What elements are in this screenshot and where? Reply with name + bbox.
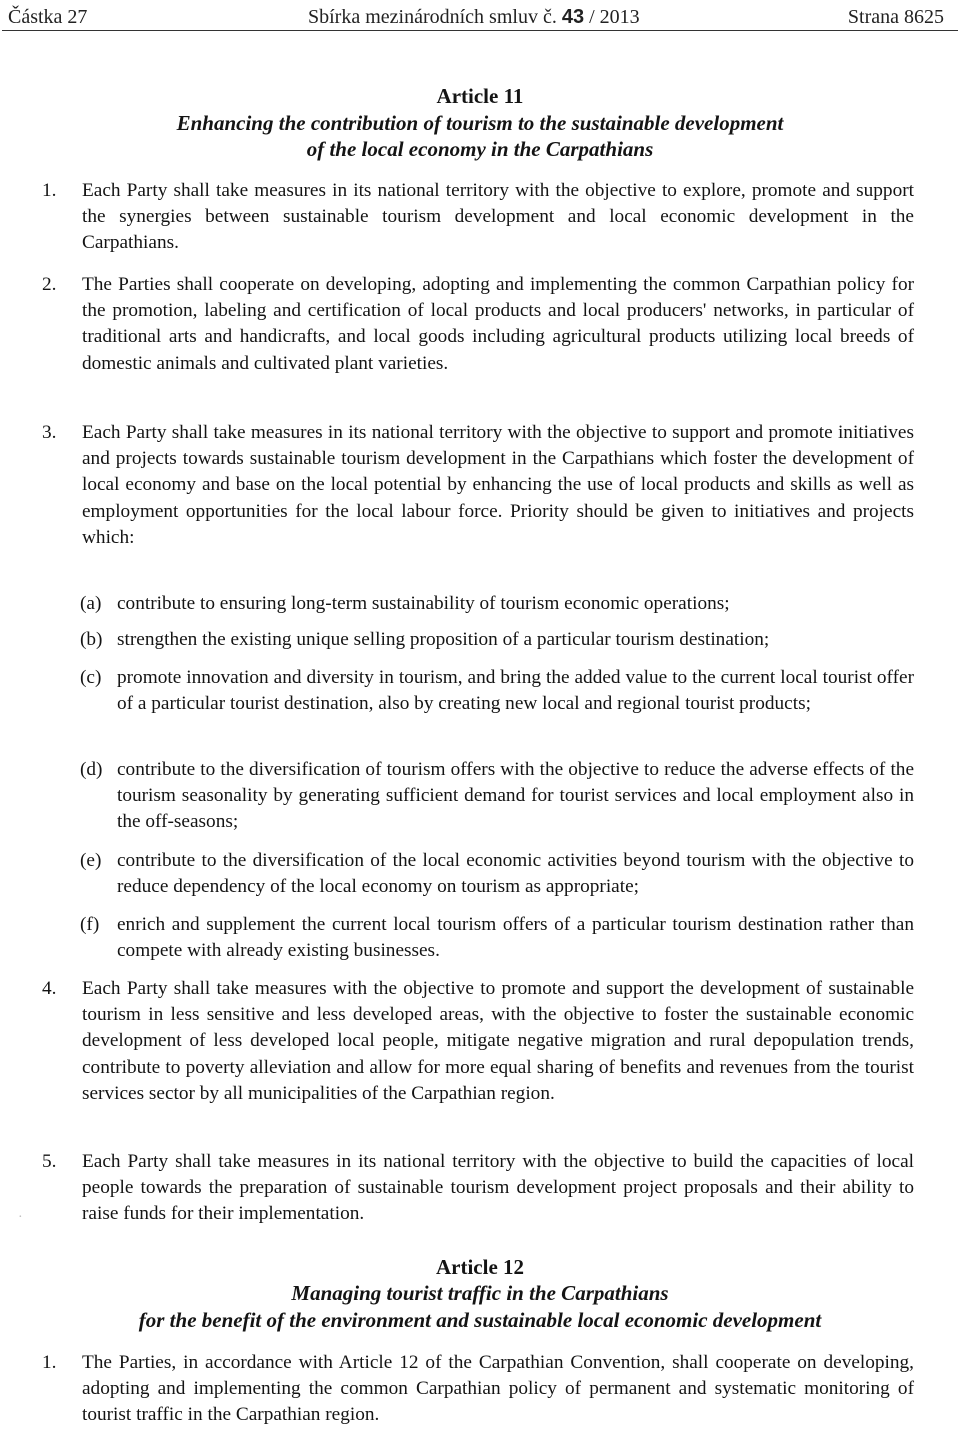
item-text: enrich and supplement the current local tourism offers of a particular tourism destination rather than compete with already existing businesses.: [117, 914, 914, 962]
item-label: (c): [80, 667, 102, 688]
paragraph-number: 5.: [42, 1151, 57, 1172]
paragraph-text: Each Party shall take measures in its national territory with the objective to explore, promote and support the synergies between sustainable tourism development and local economic development in the Carpathians.: [82, 180, 914, 254]
paragraph-number: 3.: [42, 422, 57, 443]
article-11-item-f: [80, 912, 914, 964]
article-11-item-c: [80, 665, 914, 717]
header-part: Částka 27: [8, 6, 88, 28]
item-label: (a): [80, 593, 102, 614]
article-11-paragraph-2: [42, 272, 914, 377]
paragraph-text: Each Party shall take measures in its national territory with the objective to support and promote initiatives and projects towards sustainable tourism development in the Carpathians which foster the development of local economy and base on the local potential by enhancing the use of local products and skills as well as employment opportunities for the local labour force. Priority should be given to initiatives and projects which:: [82, 422, 914, 548]
paragraph-text: The Parties, in accordance with Article 12 of the Carpathian Convention, shall cooperate on developing, adopting and implementing the common Carpathian policy of permanent and systematic monitoring of tourist traffic in the Carpathian region.: [82, 1352, 914, 1426]
article-11-paragraph-4: [42, 976, 914, 1107]
header-collection: [308, 6, 640, 29]
paragraph-number: 4.: [42, 978, 57, 999]
item-text: contribute to ensuring long-term sustainability of tourism economic operations;: [117, 593, 730, 614]
header-collection-prefix: Sbírka mezinárodních smluv č.: [308, 6, 557, 28]
paragraph-text: Each Party shall take measures in its national territory with the objective to build the capacities of local people towards the preparation of sustainable tourism development project proposals and their ability to raise funds for their implementation.: [82, 1151, 914, 1225]
article-11-item-e: [80, 848, 914, 900]
article-11-item-a: [80, 591, 914, 617]
article-12-number: Article 12: [435, 1255, 525, 1279]
article-11-paragraph-1: [42, 178, 914, 257]
article-11-item-b: [80, 627, 914, 653]
page-header: [8, 6, 956, 28]
item-label: (e): [80, 850, 102, 871]
paragraph-number: 2.: [42, 274, 57, 295]
paragraph-text: The Parties shall cooperate on developing, adopting and implementing the common Carpathian policy for the promotion, labeling and certification of local products and local producers' networks, in particular of traditional arts and handicrafts, and local goods including agricultural products utilizing local breeds of domestic animals and cultivated plant varieties.: [82, 274, 914, 374]
article-11-number: Article 11: [436, 84, 524, 108]
article-11-item-d: [80, 757, 914, 836]
article-11-title-line1: Enhancing the contribution of tourism to the sustainable development: [176, 111, 784, 135]
item-text: promote innovation and diversity in tourism, and bring the added value to the current local tourist offer of a particular tourist destination, also by creating new local and regional tourist products;: [117, 667, 914, 715]
paragraph-text: Each Party shall take measures with the objective to promote and support the development of sustainable tourism in less sensitive and less developed areas, with the objective to foster the sustainable economic development of less developed local people, mitigate negative migration and rural depopulation trends, contribute to poverty alleviation and allow for more equal sharing of benefits and revenues from the tourist services sector by all municipalities of the Carpathian region.: [82, 978, 914, 1104]
paragraph-number: 1.: [42, 180, 57, 201]
article-12-title-line1: Managing tourist traffic in the Carpathians: [291, 1281, 669, 1305]
item-text: contribute to the diversification of tourism offers with the objective to reduce the adverse effects of the tourism seasonality by generating sufficient demand for tourist services and local employment also in the off-seasons;: [117, 759, 914, 833]
item-label: (f): [80, 914, 100, 935]
header-collection-number: 43: [561, 6, 585, 28]
header-collection-year: / 2013: [589, 6, 640, 28]
article-11-paragraph-3: [42, 420, 914, 551]
article-12-title-line2: for the benefit of the environment and sustainable local economic development: [138, 1308, 822, 1332]
item-label: (d): [80, 759, 103, 780]
item-text: strengthen the existing unique selling proposition of a particular tourism destination;: [117, 629, 770, 650]
paragraph-number: 1.: [42, 1352, 57, 1373]
scan-artifact: ·: [18, 1210, 23, 1225]
header-rule: [2, 30, 958, 31]
item-label: (b): [80, 629, 103, 650]
header-page-number: Strana 8625: [847, 6, 944, 28]
item-text: contribute to the diversification of the local economic activities beyond tourism with the objective to reduce dependency of the local economy on tourism as appropriate;: [117, 850, 914, 898]
article-11-paragraph-5: [42, 1149, 914, 1228]
article-11-title-line2: of the local economy in the Carpathians: [306, 137, 654, 161]
article-12-paragraph-1: [42, 1350, 914, 1429]
